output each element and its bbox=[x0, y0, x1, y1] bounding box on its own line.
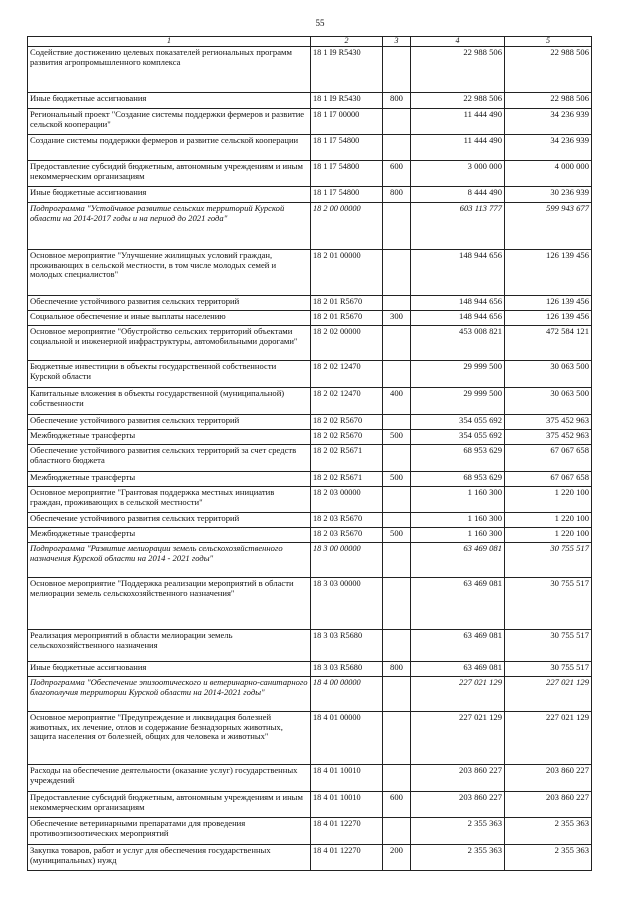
row-value-year-2: 30 755 517 bbox=[505, 630, 592, 662]
row-code: 18 2 03 R5670 bbox=[311, 528, 383, 543]
row-expense-type bbox=[383, 630, 411, 662]
row-code: 18 4 01 12270 bbox=[311, 845, 383, 871]
row-value-year-2: 227 021 129 bbox=[505, 712, 592, 765]
table-row bbox=[28, 445, 592, 472]
row-value-year-1: 3 000 000 bbox=[411, 161, 505, 187]
row-value-year-2: 4 000 000 bbox=[505, 161, 592, 187]
row-value-year-1: 354 055 692 bbox=[411, 430, 505, 445]
row-expense-type bbox=[383, 818, 411, 845]
row-code: 18 2 02 12470 bbox=[311, 361, 383, 388]
row-value-year-1: 453 008 821 bbox=[411, 326, 505, 361]
row-code: 18 1 I9 R5430 bbox=[311, 93, 383, 109]
row-name: Подпрограмма "Развитие мелиорации земель сельскохозяйственного назначения Курской области на 2014 - 2021 годы" bbox=[28, 543, 311, 578]
table-row bbox=[28, 415, 592, 430]
row-value-year-1: 1 160 300 bbox=[411, 528, 505, 543]
row-expense-type: 200 bbox=[383, 845, 411, 871]
row-expense-type: 500 bbox=[383, 528, 411, 543]
row-value-year-1: 148 944 656 bbox=[411, 311, 505, 326]
row-value-year-2: 67 067 658 bbox=[505, 445, 592, 472]
table-row bbox=[28, 161, 592, 187]
row-code: 18 3 03 00000 bbox=[311, 578, 383, 630]
table-row bbox=[28, 765, 592, 792]
row-expense-type bbox=[383, 203, 411, 250]
row-value-year-1: 63 469 081 bbox=[411, 662, 505, 677]
row-value-year-2: 30 755 517 bbox=[505, 578, 592, 630]
row-value-year-1: 1 160 300 bbox=[411, 487, 505, 513]
row-value-year-1: 148 944 656 bbox=[411, 296, 505, 311]
row-name: Бюджетные инвестиции в объекты государственной собственности Курской области bbox=[28, 361, 311, 388]
row-expense-type bbox=[383, 445, 411, 472]
row-code: 18 4 01 12270 bbox=[311, 818, 383, 845]
row-code: 18 4 01 10010 bbox=[311, 792, 383, 818]
row-value-year-1: 68 953 629 bbox=[411, 472, 505, 487]
row-value-year-2: 2 355 363 bbox=[505, 845, 592, 871]
row-value-year-2: 30 063 500 bbox=[505, 361, 592, 388]
row-value-year-2: 126 139 456 bbox=[505, 311, 592, 326]
row-name: Межбюджетные трансферты bbox=[28, 528, 311, 543]
row-expense-type bbox=[383, 765, 411, 792]
row-value-year-2: 1 220 100 bbox=[505, 513, 592, 528]
row-expense-type: 800 bbox=[383, 187, 411, 203]
row-value-year-1: 148 944 656 bbox=[411, 250, 505, 296]
row-value-year-2: 67 067 658 bbox=[505, 472, 592, 487]
row-name: Обеспечение устойчивого развития сельских территорий bbox=[28, 296, 311, 311]
row-value-year-2: 472 584 121 bbox=[505, 326, 592, 361]
row-expense-type: 800 bbox=[383, 93, 411, 109]
row-expense-type: 500 bbox=[383, 430, 411, 445]
row-name: Создание системы поддержки фермеров и развитие сельской кооперации bbox=[28, 135, 311, 161]
row-value-year-2: 30 755 517 bbox=[505, 543, 592, 578]
row-value-year-1: 603 113 777 bbox=[411, 203, 505, 250]
row-code: 18 1 I7 54800 bbox=[311, 187, 383, 203]
row-expense-type bbox=[383, 361, 411, 388]
row-code: 18 2 02 R5670 bbox=[311, 415, 383, 430]
row-expense-type bbox=[383, 250, 411, 296]
row-value-year-2: 599 943 677 bbox=[505, 203, 592, 250]
row-name: Иные бюджетные ассигнования bbox=[28, 662, 311, 677]
row-value-year-1: 2 355 363 bbox=[411, 845, 505, 871]
row-expense-type bbox=[383, 109, 411, 135]
header-col-1: 1 bbox=[28, 37, 311, 47]
row-name: Реализация мероприятий в области мелиорации земель сельскохозяйственного назначения bbox=[28, 630, 311, 662]
row-value-year-2: 227 021 129 bbox=[505, 677, 592, 712]
row-code: 18 2 03 R5670 bbox=[311, 513, 383, 528]
row-value-year-2: 375 452 963 bbox=[505, 430, 592, 445]
table-row bbox=[28, 792, 592, 818]
row-value-year-1: 354 055 692 bbox=[411, 415, 505, 430]
row-value-year-2: 203 860 227 bbox=[505, 792, 592, 818]
row-expense-type bbox=[383, 296, 411, 311]
row-name: Расходы на обеспечение деятельности (оказание услуг) государственных учреждений bbox=[28, 765, 311, 792]
row-code: 18 2 01 R5670 bbox=[311, 311, 383, 326]
row-value-year-1: 203 860 227 bbox=[411, 792, 505, 818]
row-expense-type: 500 bbox=[383, 472, 411, 487]
row-name: Капитальные вложения в объекты государственной (муниципальной) собственности bbox=[28, 388, 311, 415]
row-value-year-2: 30 236 939 bbox=[505, 187, 592, 203]
row-expense-type bbox=[383, 135, 411, 161]
row-code: 18 1 I7 54800 bbox=[311, 161, 383, 187]
table-row bbox=[28, 662, 592, 677]
table-row bbox=[28, 187, 592, 203]
row-value-year-2: 34 236 939 bbox=[505, 135, 592, 161]
table-row bbox=[28, 818, 592, 845]
row-value-year-2: 126 139 456 bbox=[505, 296, 592, 311]
row-name: Основное мероприятие "Улучшение жилищных условий граждан, проживающих в сельской местности, в том числе молодых семей и молодых специалистов" bbox=[28, 250, 311, 296]
row-code: 18 3 00 00000 bbox=[311, 543, 383, 578]
row-code: 18 3 03 R5680 bbox=[311, 630, 383, 662]
row-name: Основное мероприятие "Обустройство сельских территорий объектами социальной и инженерной инфраструктуры, автомобильными дорогами" bbox=[28, 326, 311, 361]
row-expense-type bbox=[383, 677, 411, 712]
row-code: 18 1 I9 R5430 bbox=[311, 47, 383, 93]
row-name: Предоставление субсидий бюджетным, автономным учреждениям и иным некоммерческим организациям bbox=[28, 792, 311, 818]
header-col-2: 2 bbox=[311, 37, 383, 47]
row-value-year-2: 1 220 100 bbox=[505, 487, 592, 513]
row-value-year-2: 22 988 506 bbox=[505, 93, 592, 109]
row-code: 18 2 02 R5671 bbox=[311, 445, 383, 472]
row-code: 18 2 02 R5670 bbox=[311, 430, 383, 445]
table-row bbox=[28, 472, 592, 487]
row-value-year-2: 2 355 363 bbox=[505, 818, 592, 845]
row-code: 18 2 02 12470 bbox=[311, 388, 383, 415]
row-value-year-1: 22 988 506 bbox=[411, 47, 505, 93]
table-row bbox=[28, 845, 592, 871]
row-name: Региональный проект "Создание системы поддержки фермеров и развитие сельской кооперации" bbox=[28, 109, 311, 135]
row-expense-type bbox=[383, 578, 411, 630]
row-value-year-2: 30 063 500 bbox=[505, 388, 592, 415]
table-row bbox=[28, 296, 592, 311]
row-value-year-1: 68 953 629 bbox=[411, 445, 505, 472]
page-number: 55 bbox=[315, 18, 325, 28]
row-name: Социальное обеспечение и иные выплаты населению bbox=[28, 311, 311, 326]
table-row bbox=[28, 93, 592, 109]
table-row bbox=[28, 430, 592, 445]
row-value-year-2: 22 988 506 bbox=[505, 47, 592, 93]
row-name: Основное мероприятие "Предупреждение и ликвидация болезней животных, их лечение, отлов и содержание безнадзорных животных, защита населения от болезней, общих для человека и животных" bbox=[28, 712, 311, 765]
row-value-year-2: 34 236 939 bbox=[505, 109, 592, 135]
row-expense-type: 300 bbox=[383, 311, 411, 326]
table-row bbox=[28, 47, 592, 93]
table-row bbox=[28, 578, 592, 630]
row-name: Межбюджетные трансферты bbox=[28, 472, 311, 487]
budget-table bbox=[27, 36, 592, 871]
row-value-year-2: 30 755 517 bbox=[505, 662, 592, 677]
row-value-year-1: 8 444 490 bbox=[411, 187, 505, 203]
table-row bbox=[28, 712, 592, 765]
table-row-subprogram bbox=[28, 677, 592, 712]
table-row bbox=[28, 311, 592, 326]
row-code: 18 3 03 R5680 bbox=[311, 662, 383, 677]
row-name: Обеспечение устойчивого развития сельских территорий bbox=[28, 513, 311, 528]
table-row-subprogram bbox=[28, 543, 592, 578]
row-name: Основное мероприятие "Поддержка реализации мероприятий в области мелиорации земель сельскохозяйственного назначения" bbox=[28, 578, 311, 630]
row-expense-type bbox=[383, 712, 411, 765]
table-row bbox=[28, 513, 592, 528]
row-name: Подпрограмма "Обеспечение эпизоотического и ветеринарно-санитарного благополучия территории Курской области на 2014-2021 годы" bbox=[28, 677, 311, 712]
row-value-year-1: 29 999 500 bbox=[411, 361, 505, 388]
row-value-year-1: 63 469 081 bbox=[411, 543, 505, 578]
header-col-4: 4 bbox=[411, 37, 505, 47]
row-name: Подпрограмма "Устойчивое развитие сельских территорий Курской области на 2014-2017 годы и на период до 2021 года" bbox=[28, 203, 311, 250]
row-name: Иные бюджетные ассигнования bbox=[28, 187, 311, 203]
row-value-year-2: 126 139 456 bbox=[505, 250, 592, 296]
row-expense-type: 400 bbox=[383, 388, 411, 415]
row-value-year-1: 2 355 363 bbox=[411, 818, 505, 845]
row-code: 18 1 I7 54800 bbox=[311, 135, 383, 161]
row-name: Межбюджетные трансферты bbox=[28, 430, 311, 445]
row-value-year-1: 227 021 129 bbox=[411, 712, 505, 765]
row-name: Обеспечение устойчивого развития сельских территорий за счет средств областного бюджета bbox=[28, 445, 311, 472]
row-expense-type: 600 bbox=[383, 792, 411, 818]
table-row bbox=[28, 109, 592, 135]
row-value-year-2: 375 452 963 bbox=[505, 415, 592, 430]
row-name: Предоставление субсидий бюджетным, автономным учреждениям и иным некоммерческим организациям bbox=[28, 161, 311, 187]
row-code: 18 2 01 00000 bbox=[311, 250, 383, 296]
row-code: 18 2 03 00000 bbox=[311, 487, 383, 513]
row-code: 18 2 02 00000 bbox=[311, 326, 383, 361]
table-row bbox=[28, 250, 592, 296]
table-row bbox=[28, 326, 592, 361]
row-expense-type bbox=[383, 415, 411, 430]
row-expense-type: 800 bbox=[383, 662, 411, 677]
row-value-year-1: 29 999 500 bbox=[411, 388, 505, 415]
row-expense-type: 600 bbox=[383, 161, 411, 187]
row-name: Закупка товаров, работ и услуг для обеспечения государственных (муниципальных) нужд bbox=[28, 845, 311, 871]
row-code: 18 2 02 R5671 bbox=[311, 472, 383, 487]
table-row bbox=[28, 487, 592, 513]
row-value-year-1: 11 444 490 bbox=[411, 135, 505, 161]
row-value-year-1: 1 160 300 bbox=[411, 513, 505, 528]
row-name: Содействие достижению целевых показателей региональных программ развития агропромышленного комплекса bbox=[28, 47, 311, 93]
row-value-year-2: 1 220 100 bbox=[505, 528, 592, 543]
row-code: 18 2 01 R5670 bbox=[311, 296, 383, 311]
row-value-year-1: 227 021 129 bbox=[411, 677, 505, 712]
table-row bbox=[28, 388, 592, 415]
row-value-year-1: 63 469 081 bbox=[411, 630, 505, 662]
row-name: Обеспечение устойчивого развития сельских территорий bbox=[28, 415, 311, 430]
table-row bbox=[28, 528, 592, 543]
row-code: 18 4 01 00000 bbox=[311, 712, 383, 765]
row-expense-type bbox=[383, 47, 411, 93]
header-col-5: 5 bbox=[505, 37, 592, 47]
row-code: 18 2 00 00000 bbox=[311, 203, 383, 250]
table-header-row bbox=[28, 37, 592, 47]
row-value-year-1: 22 988 506 bbox=[411, 93, 505, 109]
table-row bbox=[28, 361, 592, 388]
row-value-year-2: 203 860 227 bbox=[505, 765, 592, 792]
table-row-subprogram bbox=[28, 203, 592, 250]
row-code: 18 4 00 00000 bbox=[311, 677, 383, 712]
row-name: Основное мероприятие "Грантовая поддержка местных инициатив граждан, проживающих в сельской местности" bbox=[28, 487, 311, 513]
table-row bbox=[28, 135, 592, 161]
row-value-year-1: 63 469 081 bbox=[411, 578, 505, 630]
row-expense-type bbox=[383, 513, 411, 528]
row-expense-type bbox=[383, 326, 411, 361]
row-name: Обеспечение ветеринарными препаратами для проведения противоэпизоотических мероприятий bbox=[28, 818, 311, 845]
row-code: 18 4 01 10010 bbox=[311, 765, 383, 792]
header-col-3: 3 bbox=[383, 37, 411, 47]
row-name: Иные бюджетные ассигнования bbox=[28, 93, 311, 109]
row-value-year-1: 11 444 490 bbox=[411, 109, 505, 135]
table-row bbox=[28, 630, 592, 662]
row-code: 18 1 I7 00000 bbox=[311, 109, 383, 135]
row-expense-type bbox=[383, 487, 411, 513]
row-expense-type bbox=[383, 543, 411, 578]
row-value-year-1: 203 860 227 bbox=[411, 765, 505, 792]
